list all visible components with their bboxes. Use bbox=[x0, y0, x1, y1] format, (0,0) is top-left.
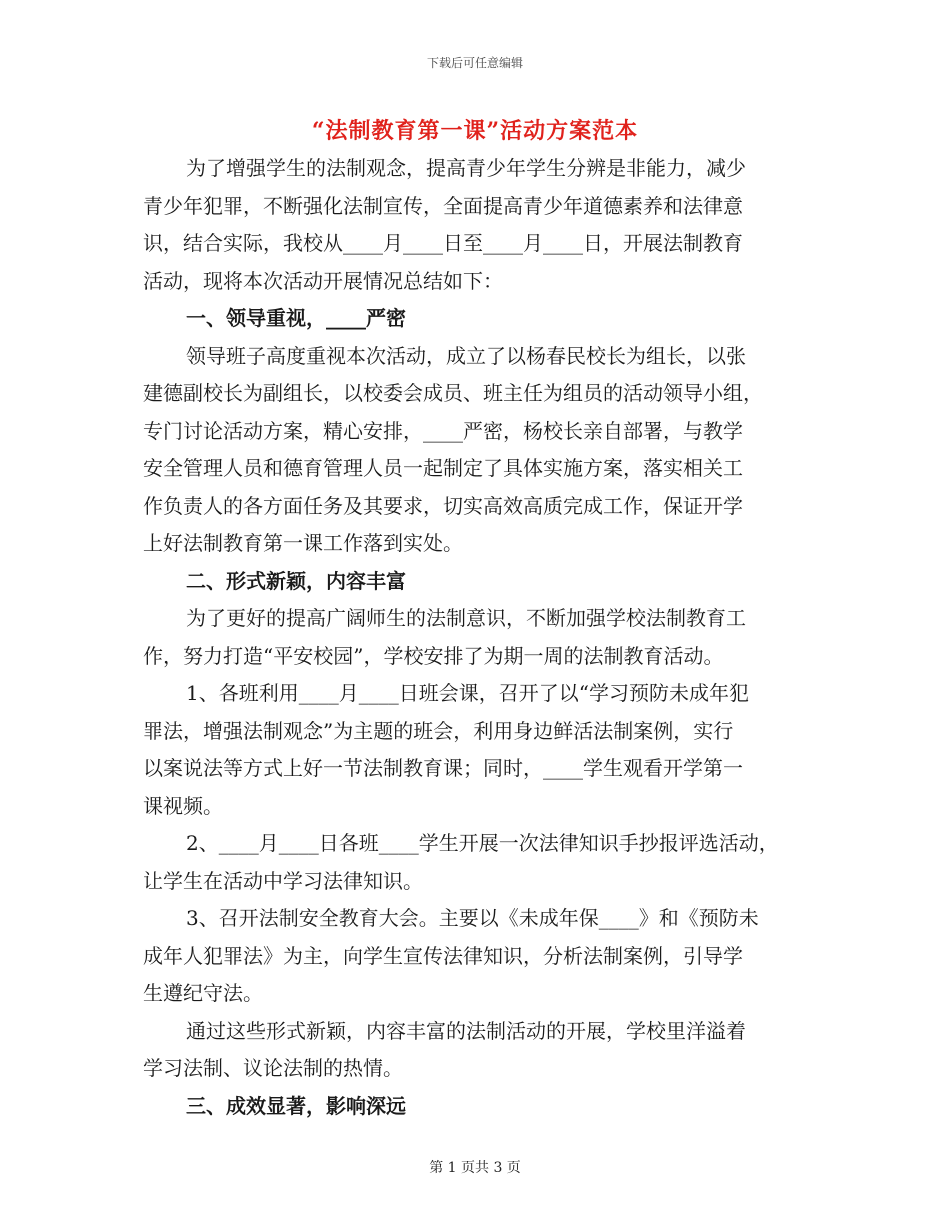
text-line: 领导班子高度重视本次活动，成立了以杨春民校长为组长，以张 bbox=[186, 343, 746, 368]
text-line: 为了增强学生的法制观念，提高青少年学生分辨是非能力，减少 bbox=[186, 156, 746, 180]
text-line: 专门讨论活动方案，精心安排，____严密，杨校长亲自部署，与教学 bbox=[143, 418, 743, 443]
text-line: 3、召开法制安全教育大会。主要以《未成年保____》和《预防未 bbox=[186, 906, 759, 930]
text-line: 上好法制教育第一课工作落到实处。 bbox=[143, 531, 463, 555]
header-note: 下载后可任意编辑 bbox=[426, 56, 523, 70]
section-heading: 三、成效显著，影响深远 bbox=[186, 1093, 406, 1118]
text-line: 成年人犯罪法》为主，向学生宣传法律知识，分析法制案例，引导学 bbox=[143, 943, 743, 968]
section-heading: 一、领导重视，____严密 bbox=[186, 306, 406, 330]
text-line: 建德副校长为副组长，以校委会成员、班主任为组员的活动领导小组， bbox=[143, 381, 763, 405]
text-line: 青少年犯罪，不断强化法制宣传，全面提高青少年道德素养和法律意 bbox=[143, 193, 743, 218]
text-line: 课视频。 bbox=[143, 793, 223, 818]
page-number-footer: 第 1 页共 3 页 bbox=[429, 1160, 521, 1176]
document-title: “法制教育第一课”活动方案范本 bbox=[311, 118, 639, 144]
text-line: 活动，现将本次活动开展情况总结如下： bbox=[143, 268, 503, 293]
text-line: 作负责人的各方面任务及其要求，切实高效高质完成工作，保证开学 bbox=[143, 493, 743, 518]
text-line: 让学生在活动中学习法律知识。 bbox=[143, 868, 423, 893]
text-line: 作，努力打造“平安校园”，学校安排了为期一周的法制教育活动。 bbox=[143, 643, 724, 668]
text-line: 通过这些形式新颖，内容丰富的法制活动的开展，学校里洋溢着 bbox=[186, 1018, 746, 1043]
text-line: 识，结合实际，我校从____月____日至____月____日，开展法制教育 bbox=[143, 231, 743, 255]
text-line: 以案说法等方式上好一节法制教育课；同时，____学生观看开学第一 bbox=[143, 756, 743, 780]
text-line: 安全管理人员和德育管理人员一起制定了具体实施方案，落实相关工 bbox=[143, 456, 743, 480]
text-line: 学习法制、议论法制的热情。 bbox=[143, 1056, 403, 1080]
section-heading: 二、形式新颖，内容丰富 bbox=[186, 568, 406, 593]
text-line: 1、各班利用____月____日班会课，召开了以“学习预防未成年犯 bbox=[186, 681, 749, 705]
text-line: 2、____月____日各班____学生开展一次法律知识手抄报评选活动， bbox=[186, 831, 779, 855]
text-line: 生遵纪守法。 bbox=[143, 981, 263, 1005]
document-body bbox=[143, 150, 823, 1125]
text-line: 罪法，增强法制观念”为主题的班会，利用身边鲜活法制案例，实行 bbox=[143, 718, 734, 743]
text-line: 为了更好的提高广阔师生的法制意识，不断加强学校法制教育工 bbox=[186, 606, 746, 630]
